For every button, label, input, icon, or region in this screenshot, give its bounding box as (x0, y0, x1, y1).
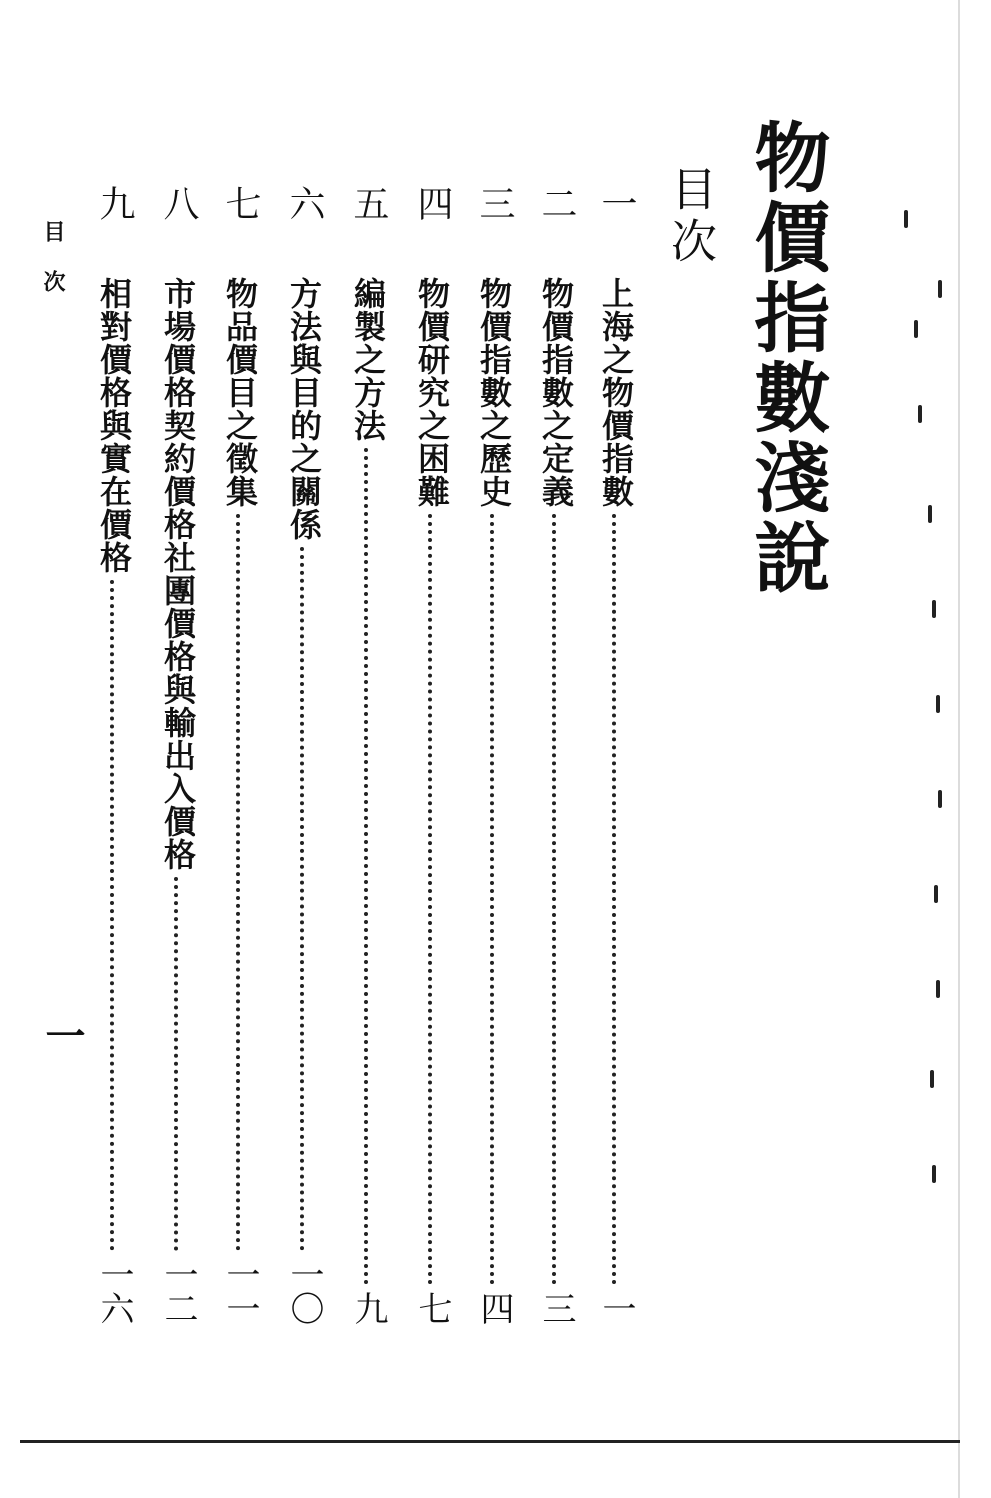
entry-page: 一六 (94, 1257, 134, 1325)
entry-page: 一二 (158, 1257, 198, 1325)
entry-number: 九 (94, 185, 135, 221)
toc-heading: 目次 (664, 165, 718, 269)
entry-number: 五 (348, 185, 389, 221)
entry-number: 六 (284, 185, 325, 221)
entry-number: 八 (158, 185, 199, 221)
entry-title: 上海之物價指數 (597, 277, 635, 508)
leader-dots (490, 514, 498, 1285)
entry-number: 三 (474, 185, 515, 221)
toc-entry[interactable] (412, 185, 452, 1325)
toc-entry[interactable] (220, 185, 260, 1325)
book-title: 物價指數淺說 (742, 118, 831, 598)
entry-title: 物品價目之徵集 (221, 277, 259, 508)
leader-dots (110, 580, 118, 1251)
running-head: 目次 (40, 220, 66, 320)
entry-title: 物價指數之歷史 (475, 277, 513, 508)
entry-title: 編製之方法 (349, 277, 387, 442)
entry-number: 四 (412, 185, 453, 221)
entry-title: 物價指數之定義 (537, 277, 575, 508)
toc-entry[interactable] (94, 185, 134, 1325)
entry-page: 一〇 (284, 1257, 324, 1325)
entry-number: 一 (596, 185, 637, 221)
entry-number: 七 (220, 185, 261, 221)
leader-dots (428, 514, 436, 1285)
leader-dots (236, 514, 244, 1251)
toc-entry[interactable] (158, 185, 198, 1325)
entry-title: 物價研究之困難 (413, 277, 451, 508)
leader-dots (612, 514, 620, 1285)
bottom-rule (20, 1440, 960, 1443)
entry-page: 三 (536, 1291, 576, 1325)
entry-page: 七 (412, 1291, 452, 1325)
entry-page: 九 (348, 1291, 388, 1325)
entry-title: 方法與目的之關係 (285, 277, 323, 541)
entry-number: 二 (536, 185, 577, 221)
entry-title: 相對價格與實在價格 (95, 277, 133, 574)
leader-dots (300, 547, 308, 1251)
toc-entry[interactable] (596, 185, 636, 1325)
toc-entry[interactable] (536, 185, 576, 1325)
binding-marks (900, 210, 960, 1190)
toc-entry[interactable] (284, 185, 324, 1325)
leader-dots (552, 514, 560, 1285)
toc-entry[interactable] (474, 185, 514, 1325)
entry-page: 一 (596, 1291, 636, 1325)
leader-dots (364, 448, 372, 1285)
entry-title: 市場價格契約價格社團價格與輸出入價格 (159, 277, 197, 871)
leader-dots (174, 877, 182, 1251)
entry-page: 四 (474, 1291, 514, 1325)
toc-entry[interactable] (348, 185, 388, 1325)
entry-page: 一一 (220, 1257, 260, 1325)
page-number: 一 (39, 1015, 86, 1055)
